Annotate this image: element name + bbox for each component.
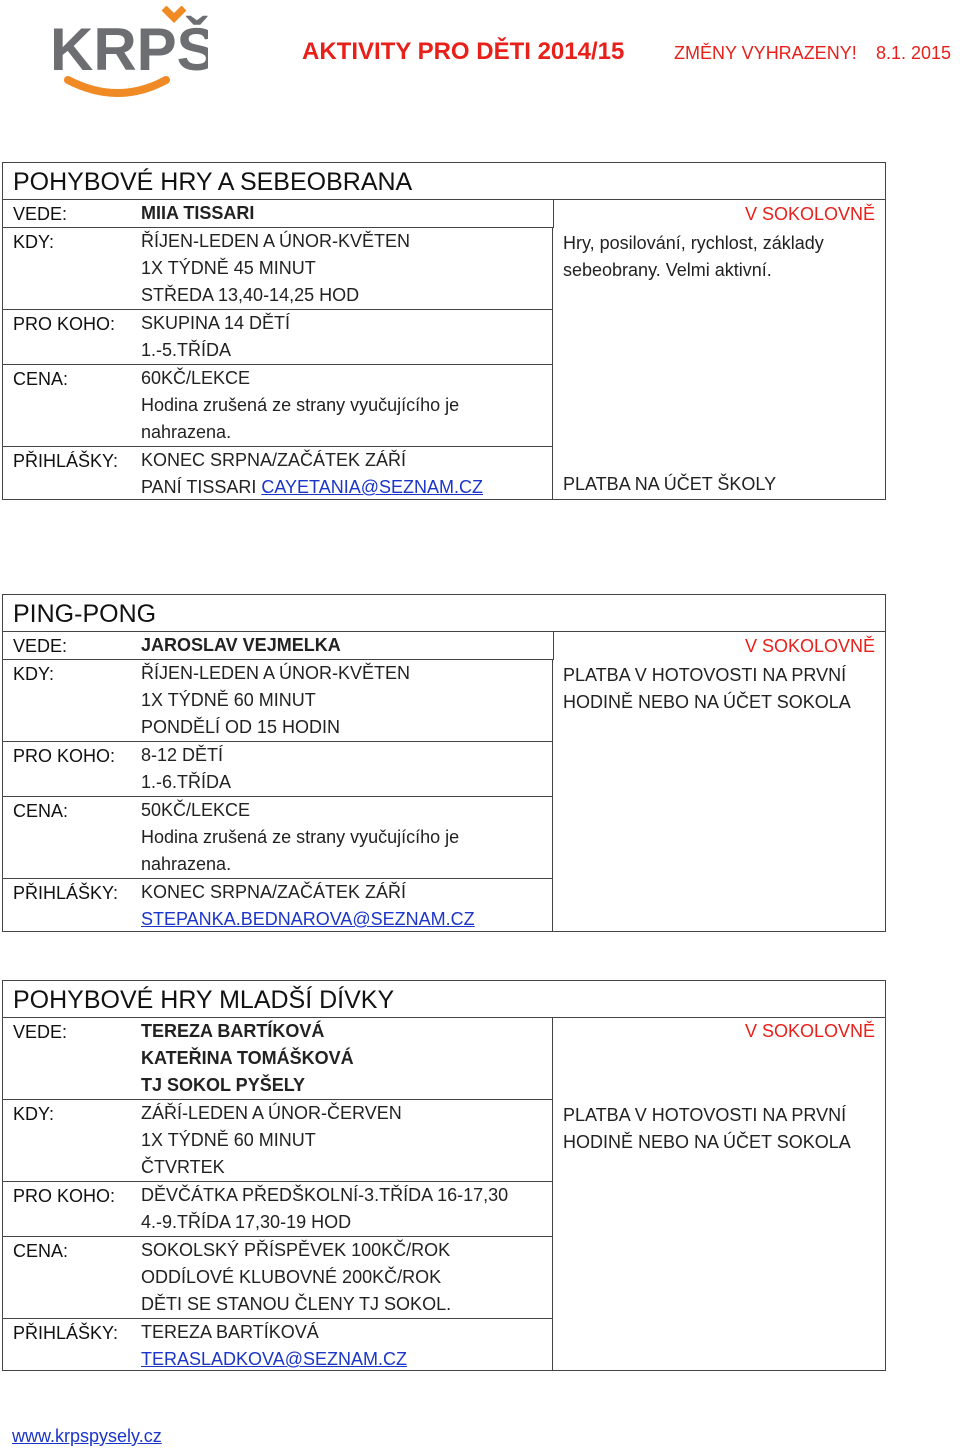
vede-label: VEDE: (13, 636, 68, 656)
kdy-line: PONDĚLÍ OD 15 HODIN (141, 717, 341, 737)
vede-value: KATEŘINA TOMÁŠKOVÁ (141, 1048, 354, 1068)
kdy-row (3, 659, 553, 741)
cena-row (3, 796, 553, 878)
activity-title: PING-PONG (13, 600, 157, 628)
pro-koho-line: DĚVČÁTKA PŘEDŠKOLNÍ-3.TŘÍDA 16-17,30 (141, 1185, 509, 1205)
vede-value: TJ SOKOL PYŠELY (141, 1075, 306, 1095)
prihlasky-contact: PANÍ TISSARI (141, 477, 262, 497)
kdy-line: ZÁŘÍ-LEDEN A ÚNOR-ČERVEN (141, 1103, 402, 1123)
cena-row (3, 1236, 553, 1318)
cena-label: CENA: (13, 369, 69, 389)
cena-line: 60KČ/LEKCE (141, 368, 251, 388)
email-link[interactable]: TERASLADKOVA@SEZNAM.CZ (141, 1349, 407, 1369)
kdy-line: 1X TÝDNĚ 60 MINUT (141, 1130, 316, 1150)
pro-koho-row (3, 741, 553, 796)
vede-row (3, 199, 885, 227)
vede-value: JAROSLAV VEJMELKA (141, 635, 341, 655)
page-title: AKTIVITY PRO DĚTI 2014/15 (302, 38, 625, 65)
prihlasky-line: TEREZA BARTÍKOVÁ (141, 1322, 319, 1342)
description-line: sebeobrany. Velmi aktivní. (563, 260, 772, 280)
prihlasky-line: KONEC SRPNA/ZAČÁTEK ZÁŘÍ (141, 450, 407, 470)
email-link[interactable]: STEPANKA.BEDNAROVA@SEZNAM.CZ (141, 909, 475, 929)
kdy-line: ČTVRTEK (141, 1157, 225, 1177)
pro-koho-line: 8-12 DĚTÍ (141, 745, 224, 765)
logo-text: KRPŠ (50, 16, 208, 83)
pro-koho-label: PRO KOHO: (13, 314, 116, 334)
location: V SOKOLOVNĚ (744, 1021, 875, 1041)
cena-line: DĚTI SE STANOU ČLENY TJ SOKOL. (141, 1294, 452, 1314)
divider (553, 632, 554, 660)
cena-label: CENA: (13, 801, 69, 821)
pro-koho-line: 4.-9.TŘÍDA 17,30-19 HOD (141, 1212, 352, 1232)
payment-line: HODINĚ NEBO NA ÚČET SOKOLA (563, 692, 851, 712)
kdy-line: ŘÍJEN-LEDEN A ÚNOR-KVĚTEN (141, 663, 411, 683)
vede-value: MIIA TISSARI (141, 203, 255, 223)
prihlasky-label: PŘIHLÁŠKY: (13, 1323, 119, 1343)
email-link[interactable]: CAYETANIA@SEZNAM.CZ (261, 477, 483, 497)
pro-koho-line: 1.-5.TŘÍDA (141, 340, 232, 360)
prihlasky-row (3, 878, 553, 932)
prihlasky-line: KONEC SRPNA/ZAČÁTEK ZÁŘÍ (141, 882, 407, 902)
prihlasky-row (3, 1318, 553, 1371)
cena-line: SOKOLSKÝ PŘÍSPĚVEK 100KČ/ROK (141, 1240, 451, 1260)
website-link[interactable]: www.krpspysely.cz (12, 1426, 162, 1446)
pro-koho-label: PRO KOHO: (13, 1186, 116, 1206)
right-column-border (553, 1017, 885, 1018)
kdy-label: KDY: (13, 1104, 55, 1124)
prihlasky-label: PŘIHLÁŠKY: (13, 451, 119, 471)
vede-label: VEDE: (13, 204, 68, 224)
pro-koho-label: PRO KOHO: (13, 746, 116, 766)
vede-label: VEDE: (13, 1022, 68, 1042)
divider (553, 200, 554, 228)
activity-card-mladsi-divky (2, 980, 886, 1371)
kdy-line: 1X TÝDNĚ 60 MINUT (141, 690, 316, 710)
vede-row (3, 631, 885, 659)
prihlasky-email-line (141, 906, 475, 933)
vede-value: TEREZA BARTÍKOVÁ (141, 1021, 325, 1041)
cena-label: CENA: (13, 1241, 69, 1261)
cena-row (3, 364, 553, 446)
kdy-row (3, 1099, 553, 1181)
kdy-line: ŘÍJEN-LEDEN A ÚNOR-KVĚTEN (141, 231, 411, 251)
activity-title: POHYBOVÉ HRY A SEBEOBRANA (13, 168, 413, 196)
prihlasky-line (141, 474, 483, 501)
prihlasky-row (3, 446, 553, 500)
pro-koho-line: 1.-6.TŘÍDA (141, 772, 232, 792)
activity-title: POHYBOVÉ HRY MLADŠÍ DÍVKY (13, 986, 395, 1014)
kdy-row (3, 227, 553, 309)
cena-line: Hodina zrušená ze strany vyučujícího je (141, 395, 460, 415)
kdy-label: KDY: (13, 232, 55, 252)
pro-koho-row (3, 309, 553, 364)
prihlasky-label: PŘIHLÁŠKY: (13, 883, 119, 903)
activity-card-sebeobrana (2, 162, 886, 500)
activity-card-ping-pong (2, 594, 886, 932)
cena-line: Hodina zrušená ze strany vyučujícího je (141, 827, 460, 847)
prihlasky-email-line (141, 1346, 407, 1373)
pro-koho-line: SKUPINA 14 DĚTÍ (141, 313, 291, 333)
krps-logo (48, 6, 208, 102)
payment-line: PLATBA V HOTOVOSTI NA PRVNÍ (563, 1105, 847, 1125)
cena-line: nahrazena. (141, 854, 232, 874)
kdy-line: STŘEDA 13,40-14,25 HOD (141, 285, 360, 305)
cena-line: 50KČ/LEKCE (141, 800, 251, 820)
cena-line: ODDÍLOVÉ KLUBOVNÉ 200KČ/ROK (141, 1267, 442, 1287)
description-line: Hry, posilování, rychlost, základy (563, 233, 824, 253)
kdy-label: KDY: (13, 664, 55, 684)
payment-line: PLATBA V HOTOVOSTI NA PRVNÍ (563, 665, 847, 685)
payment-line: HODINĚ NEBO NA ÚČET SOKOLA (563, 1132, 851, 1152)
changes-note: ZMĚNY VYHRAZENY! (674, 43, 857, 63)
payment-line: PLATBA NA ÚČET ŠKOLY (563, 474, 777, 494)
vede-row (3, 1017, 553, 1099)
document-date: 8.1. 2015 (876, 43, 952, 63)
pro-koho-row (3, 1181, 553, 1236)
kdy-line: 1X TÝDNĚ 45 MINUT (141, 258, 316, 278)
location: V SOKOLOVNĚ (744, 636, 875, 656)
cena-line: nahrazena. (141, 422, 232, 442)
location: V SOKOLOVNĚ (744, 204, 875, 224)
